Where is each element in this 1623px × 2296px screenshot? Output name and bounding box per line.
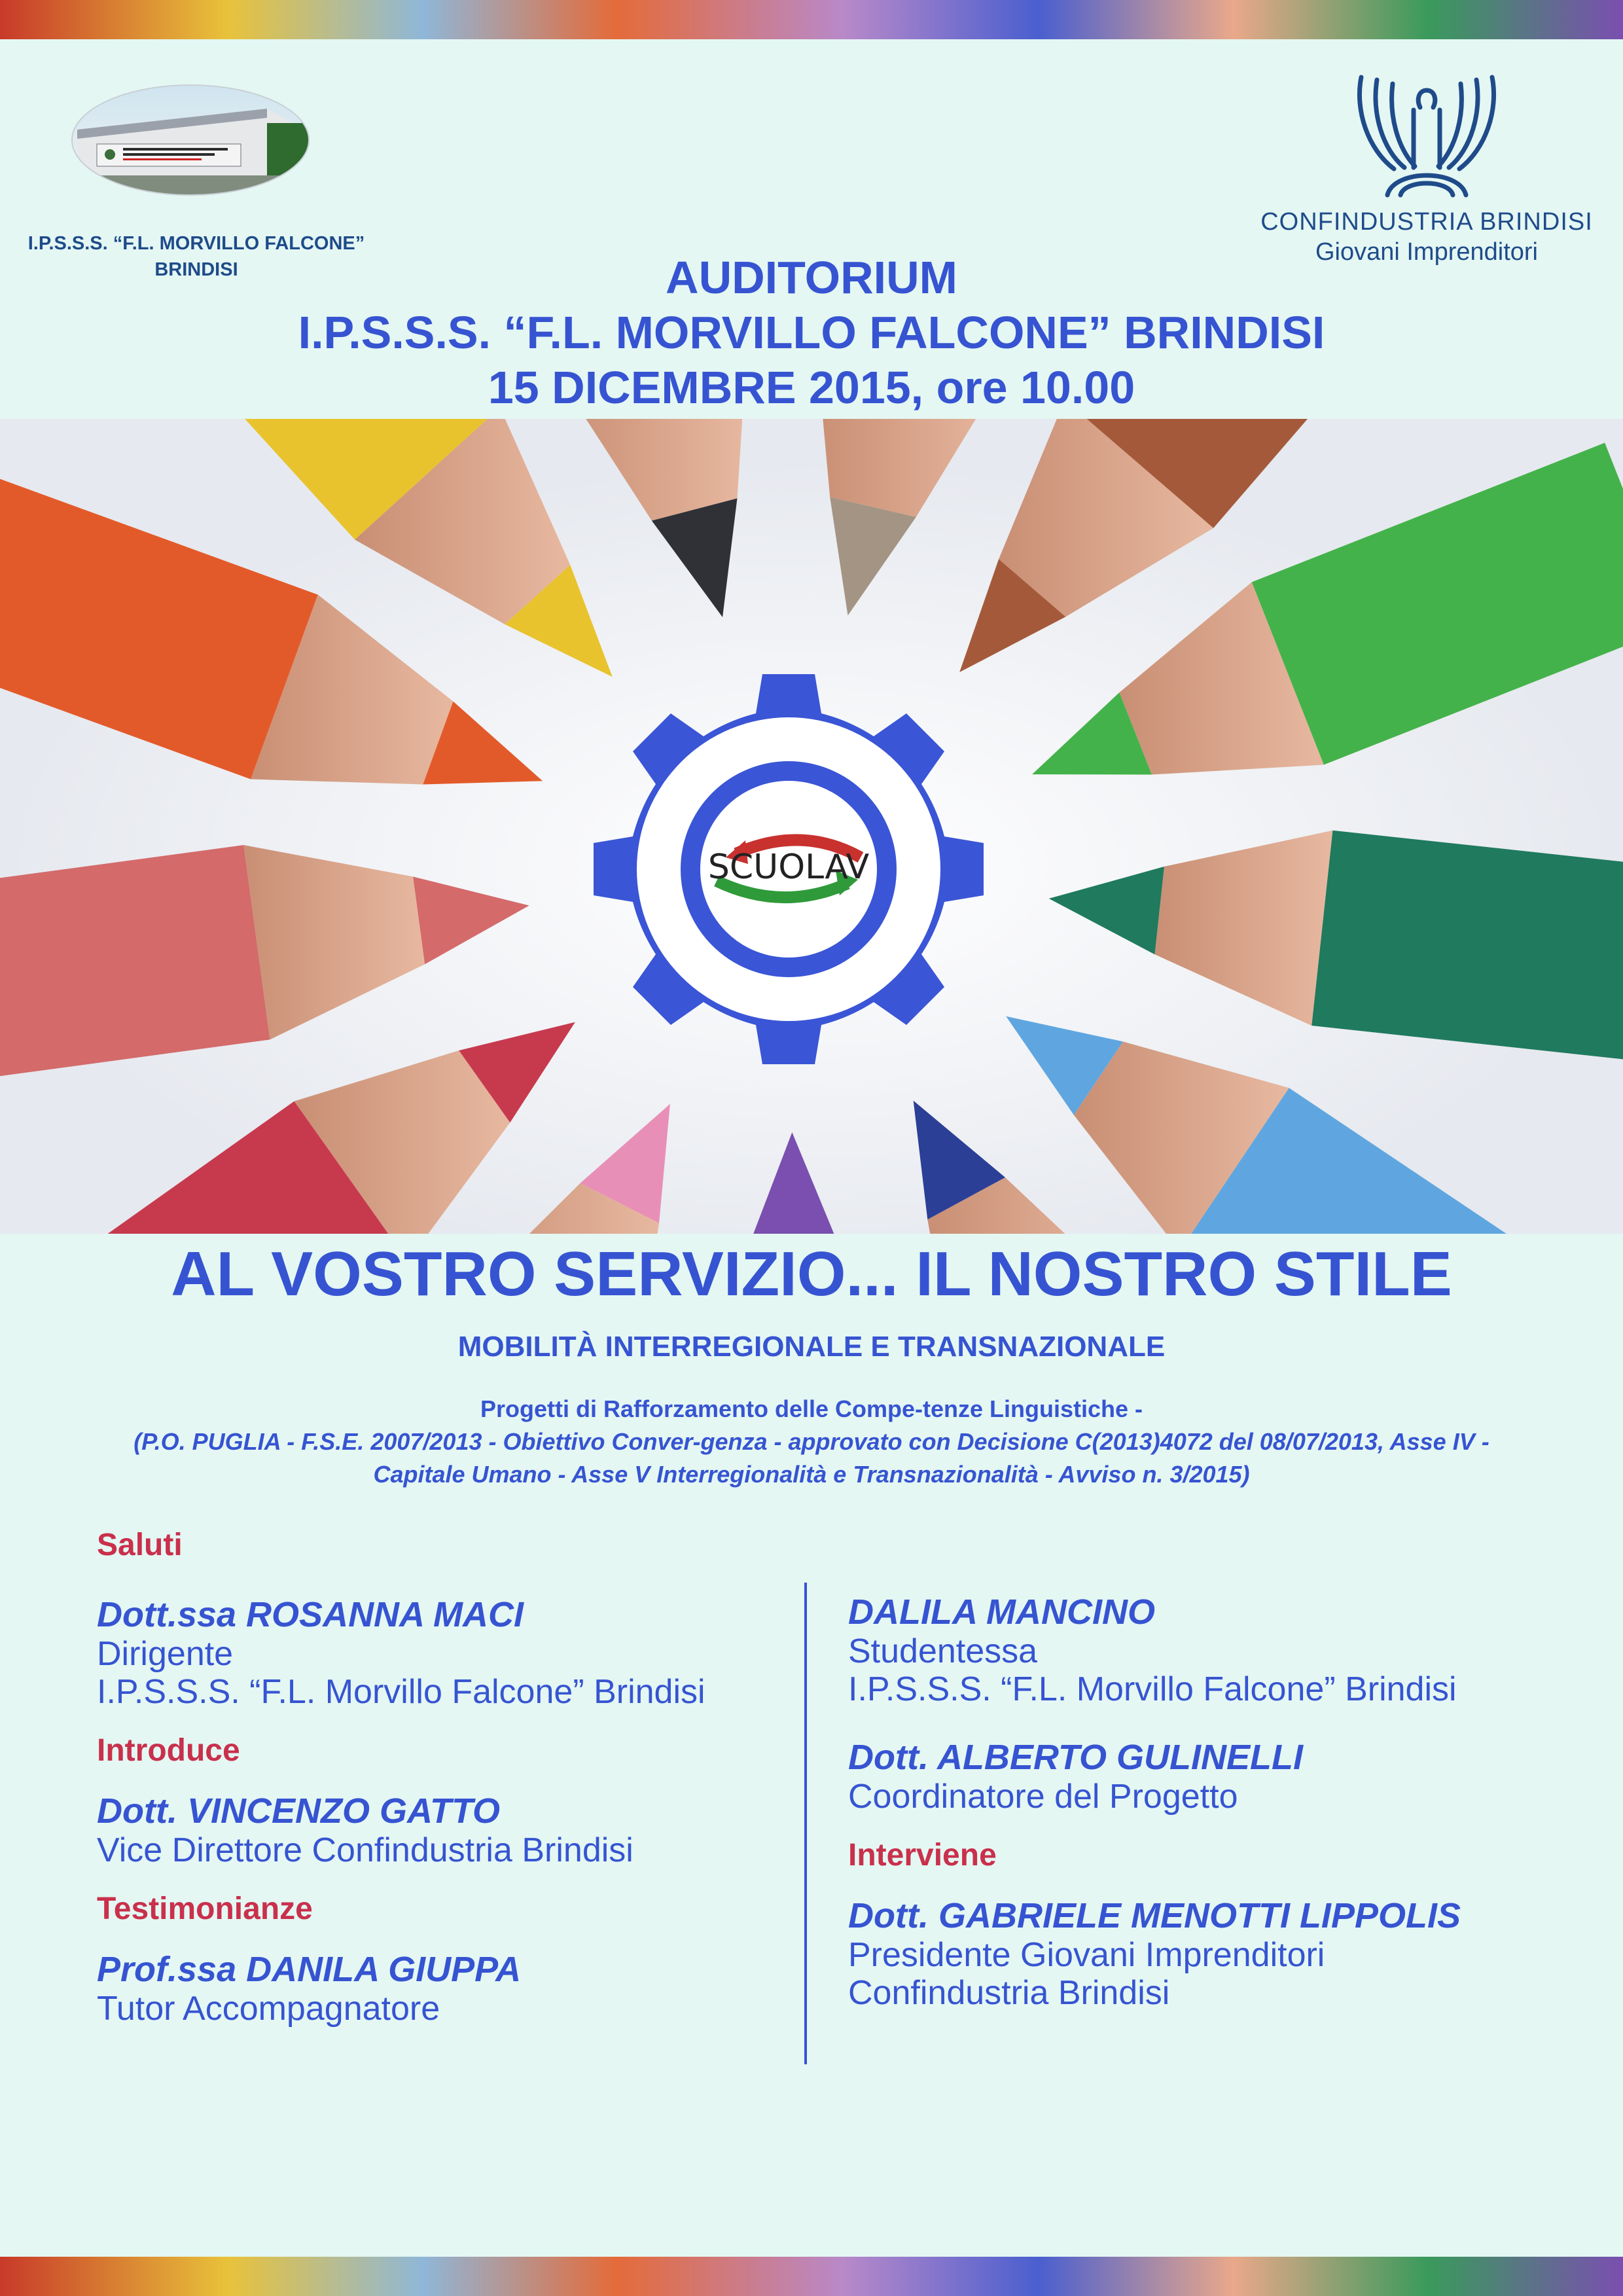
event-title: AL VOSTRO SERVIZIO... IL NOSTRO STILE <box>171 1239 1452 1309</box>
speaker-giuppa-role: Tutor Accompagnatore <box>97 1990 440 2028</box>
school-caption-line1: I.P.S.S.S. “F.L. MORVILLO FALCONE” <box>27 233 365 254</box>
speaker-mancino-org: I.P.S.S.S. “F.L. Morvillo Falcone” Brindisi <box>848 1670 1457 1708</box>
section-saluti: Saluti <box>97 1528 183 1562</box>
speaker-mancino-name: DALILA MANCINO <box>848 1592 1155 1632</box>
confindustria-eagle-logo <box>1348 71 1505 202</box>
school-caption-line2: BRINDISI <box>154 259 238 280</box>
program-left-column <box>97 1525 777 2028</box>
confindustria-subtitle: Giovani Imprenditori <box>1315 238 1539 266</box>
confindustria-name: CONFINDUSTRIA BRINDISI <box>1260 208 1593 236</box>
section-testimonianze: Testimonianze <box>97 1892 313 1926</box>
intro-line-3: Capitale Umano - Asse V Interregionalità e Transnazionalità - Avviso n. 3/2015) <box>373 1461 1250 1488</box>
speaker-mancino-role: Studentessa <box>848 1632 1038 1670</box>
speaker-gatto-name: Dott. VINCENZO GATTO <box>97 1791 500 1831</box>
bottom-color-band <box>0 2257 1623 2296</box>
program-right-column <box>848 1592 1529 2012</box>
header-venue: AUDITORIUM <box>666 252 957 303</box>
speaker-lippolis-role: Presidente Giovani Imprenditori <box>848 1936 1325 1974</box>
intro-details <box>0 1426 1623 1491</box>
speaker-gulinelli-name: Dott. ALBERTO GULINELLI <box>848 1738 1303 1777</box>
intro-line-2: (P.O. PUGLIA - F.S.E. 2007/2013 - Obiettivo Conver-genza - approvato con Decisione C(2013)4072 del 08/07/2013, Asse IV - <box>134 1428 1489 1455</box>
speaker-maci-org: I.P.S.S.S. “F.L. Morvillo Falcone” Brindisi <box>97 1673 705 1711</box>
gear-emblem <box>594 674 984 1064</box>
column-divider <box>804 1583 807 2064</box>
header-date: 15 DICEMBRE 2015, ore 10.00 <box>488 362 1135 413</box>
speaker-giuppa-name: Prof.ssa DANILA GIUPPA <box>97 1950 522 1989</box>
section-introduce: Introduce <box>97 1733 240 1768</box>
speaker-maci-name: Dott.ssa ROSANNA MACI <box>97 1595 524 1634</box>
speaker-gatto-role: Vice Direttore Confindustria Brindisi <box>97 1831 633 1869</box>
speaker-gulinelli-role: Coordinatore del Progetto <box>848 1778 1238 1816</box>
header-school: I.P.S.S.S. “F.L. MORVILLO FALCONE” BRINDISI <box>298 307 1325 358</box>
top-color-band <box>0 0 1623 39</box>
colored-pencils-illustration <box>0 419 1623 1234</box>
speaker-lippolis-org: Confindustria Brindisi <box>848 1974 1170 2012</box>
hero-image <box>0 419 1623 1234</box>
section-interviene: Interviene <box>848 1838 997 1873</box>
speaker-maci-role: Dirigente <box>97 1635 234 1673</box>
school-building-logo <box>71 84 310 196</box>
intro-line-1: Progetti di Rafforzamento delle Compe-tenze Linguistiche - <box>480 1395 1143 1422</box>
event-header <box>0 250 1623 415</box>
event-subtitle: MOBILITÀ INTERREGIONALE E TRANSNAZIONALE <box>457 1331 1166 1363</box>
emblem-text: SCUOLAV <box>707 848 870 887</box>
speaker-lippolis-name: Dott. GABRIELE MENOTTI LIPPOLIS <box>848 1896 1461 1935</box>
